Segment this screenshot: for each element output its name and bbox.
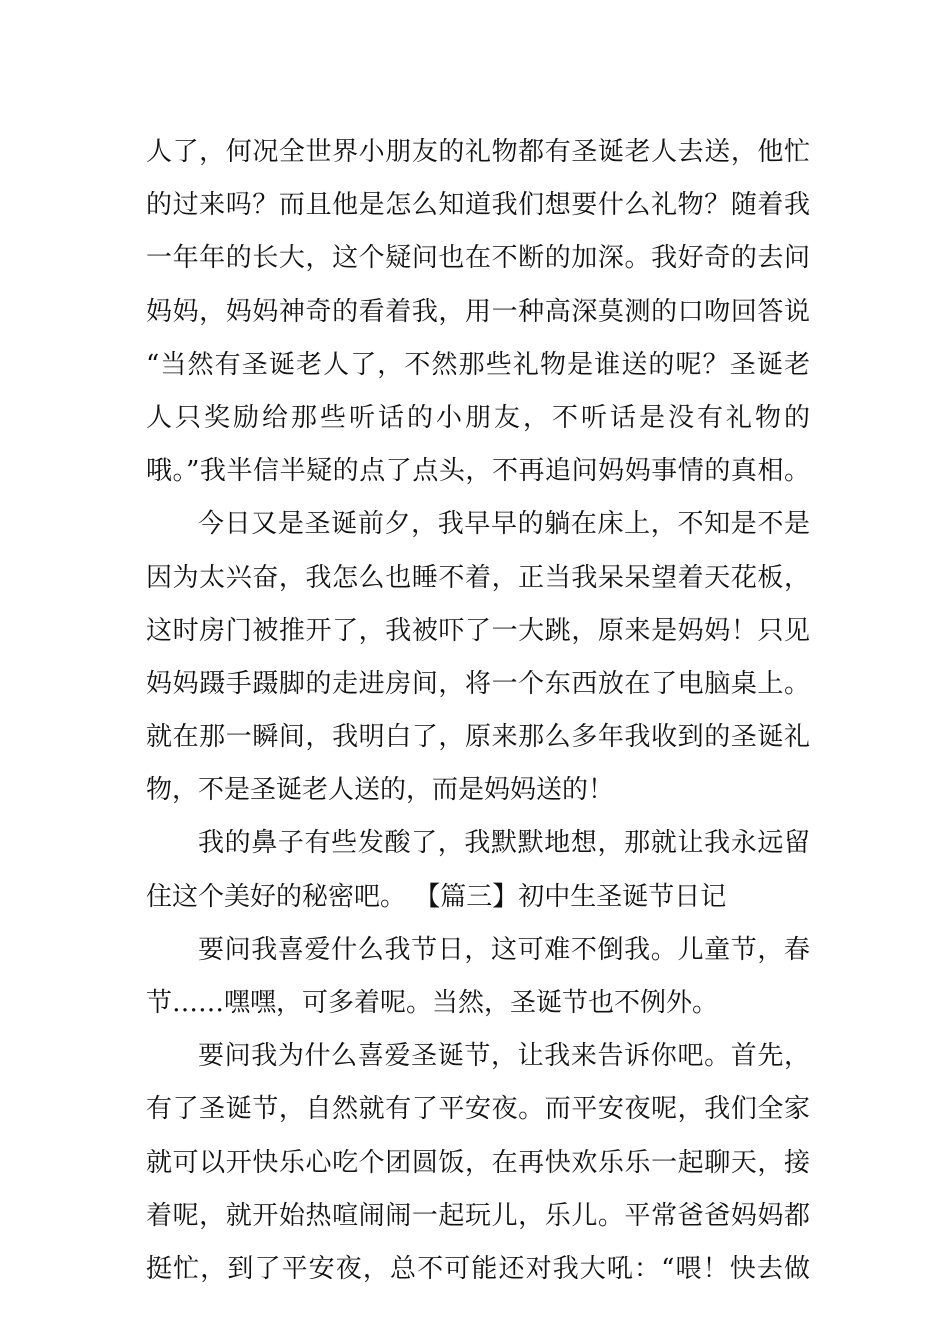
- text-line: “当然有圣诞老人了，不然那些礼物是谁送的呢？圣诞老: [146, 349, 810, 380]
- paragraph-start-line: 要问我喜爱什么我节日，这可难不倒我。儿童节，春: [198, 934, 810, 965]
- text-line: 的过来吗？而且他是怎么知道我们想要什么礼物？随着我: [146, 190, 810, 221]
- text-line: 物，不是圣诞老人送的，而是妈妈送的！: [146, 775, 615, 806]
- text-line: 着呢，就开始热喧闹闹一起玩儿，乐儿。平常爸爸妈妈都: [146, 1200, 810, 1231]
- text-line: 妈妈蹑手蹑脚的走进房间，将一个东西放在了电脑桌上。: [146, 668, 810, 699]
- text-line: 哦。”我半信半疑的点了点头，不再追问妈妈事情的真相。: [146, 456, 810, 487]
- paragraph-start-line: 今日又是圣诞前夕，我早早的躺在床上，不知是不是: [198, 509, 810, 540]
- text-line: 住这个美好的秘密吧。 【篇三】初中生圣诞节日记: [146, 881, 727, 912]
- text-line: 节……嘿嘿，可多着呢。当然，圣诞节也不例外。: [146, 988, 719, 1018]
- text-line: 这时房门被推开了，我被吓了一大跳，原来是妈妈！只见: [146, 615, 810, 646]
- text-line: 因为太兴奋，我怎么也睡不着，正当我呆呆望着天花板，: [146, 562, 810, 593]
- body-text: [146, 126, 810, 1296]
- paragraph-start-line: 要问我为什么喜爱圣诞节，让我来告诉你吧。首先，: [198, 1041, 810, 1072]
- text-line: 挺忙，到了平安夜，总不可能还对我大吼：“喂！快去做: [146, 1253, 810, 1284]
- text-line: 妈妈，妈妈神奇的看着我，用一种高深莫测的口吻回答说: [146, 296, 810, 327]
- text-line: 有了圣诞节，自然就有了平安夜。而平安夜呢，我们全家: [146, 1094, 810, 1125]
- text-line: 就在那一瞬间，我明白了，原来那么多年我收到的圣诞礼: [146, 722, 810, 753]
- text-line: 就可以开快乐心吃个团圆饭，在再快欢乐乐一起聊天，接: [146, 1147, 810, 1178]
- text-line: 人只奖励给那些听话的小朋友，不听话是没有礼物的: [146, 402, 810, 433]
- text-line: 一年年的长大，这个疑问也在不断的加深。我好奇的去问: [146, 243, 810, 274]
- paragraph-start-line: 我的鼻子有些发酸了，我默默地想，那就让我永远留: [198, 828, 810, 859]
- text-line: 人了，何况全世界小朋友的礼物都有圣诞老人去送，他忙: [146, 137, 810, 167]
